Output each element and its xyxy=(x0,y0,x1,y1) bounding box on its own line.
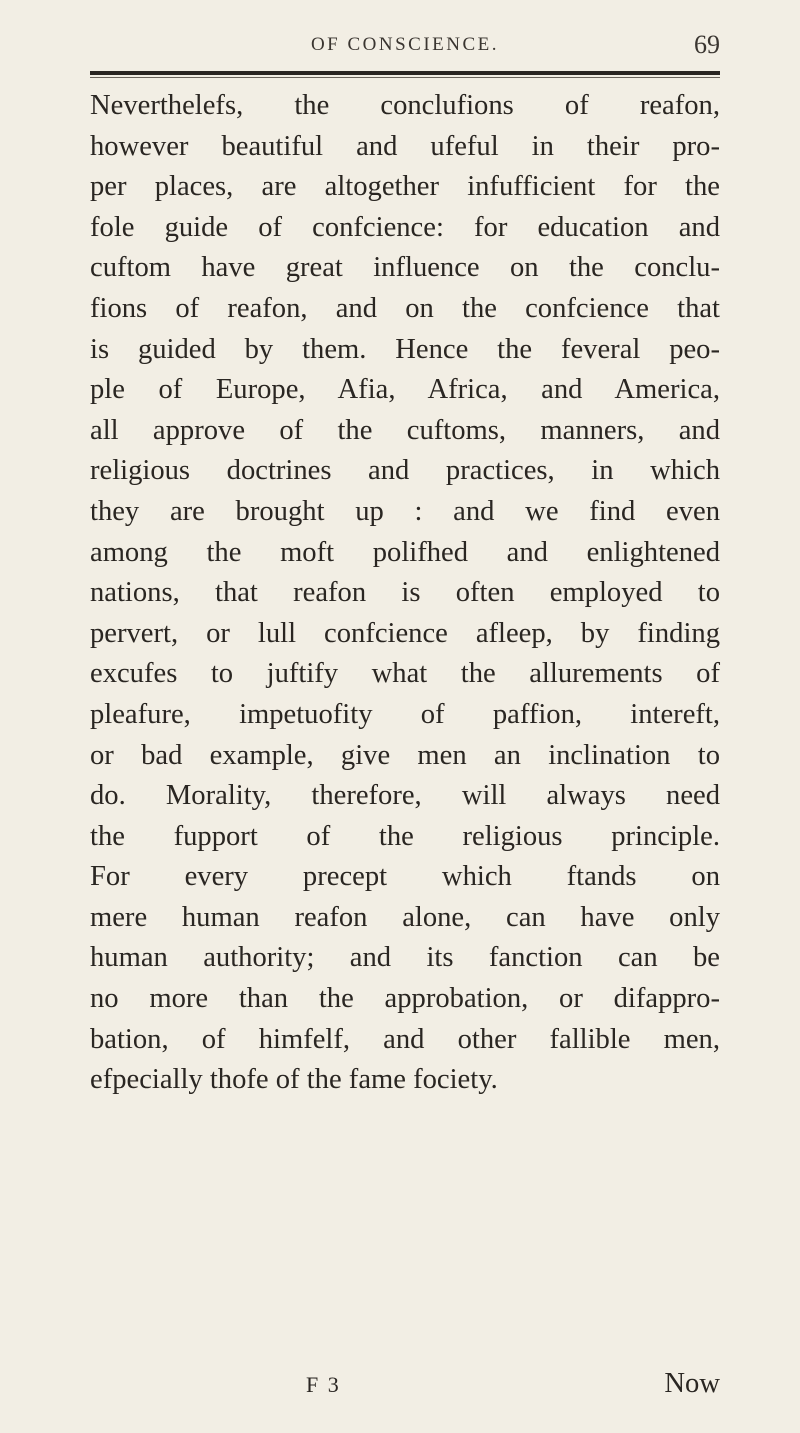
text-line: among the moft polifhed and enlightened xyxy=(90,536,720,568)
catchword: Now xyxy=(664,1368,720,1399)
text-line: is guided by them. Hence the feveral peo- xyxy=(90,333,720,365)
text-line: bation, of himfelf, and other fallible men, xyxy=(90,1023,720,1055)
text-line: human authority; and its fanction can be xyxy=(90,942,720,974)
text-line: ple of Europe, Afia, Africa, and America, xyxy=(90,374,720,406)
text-line: Neverthelefs, the conclufions of reafon, xyxy=(90,90,720,121)
body-text xyxy=(90,86,720,1101)
text-line: pleafure, impetuofity of paffion, intereft, xyxy=(90,698,720,730)
text-line: religious doctrines and practices, in which xyxy=(90,455,720,487)
text-line: or bad example, give men an inclination to xyxy=(90,739,720,771)
signature-mark: F 3 xyxy=(306,1372,341,1397)
running-title: OF CONSCIENCE. xyxy=(310,34,500,55)
text-line: nations, that reafon is often employed to xyxy=(90,577,720,609)
text-line: no more than the approbation, or difappro- xyxy=(90,983,720,1015)
text-line: the fupport of the religious principle. xyxy=(90,820,720,852)
text-line: however beautiful and ufeful in their pro- xyxy=(90,130,720,162)
text-line: excufes to juftify what the allurements of xyxy=(90,658,720,690)
header-rule-thin xyxy=(90,77,720,78)
text-line: pervert, or lull confcience afleep, by finding xyxy=(90,617,720,649)
running-head xyxy=(90,30,720,70)
page-number: 69 xyxy=(694,30,720,59)
page-footer xyxy=(90,1368,720,1412)
text-line: per places, are altogether infufficient for the xyxy=(90,171,720,203)
text-line: cuftom have great influence on the conclu- xyxy=(90,252,720,284)
text-line: For every precept which ftands on xyxy=(90,861,720,893)
text-line: they are brought up : and we find even xyxy=(90,495,720,527)
text-line: mere human reafon alone, can have only xyxy=(90,901,720,933)
text-line: all approve of the cuftoms, manners, and xyxy=(90,414,720,446)
text-line: fions of reafon, and on the confcience that xyxy=(90,292,720,324)
header-rule xyxy=(90,71,720,75)
text-line: fole guide of confcience: for education and xyxy=(90,211,720,243)
text-line: efpecially thofe of the fame fociety. xyxy=(90,1064,498,1096)
text-line: do. Morality, therefore, will always need xyxy=(90,780,720,812)
